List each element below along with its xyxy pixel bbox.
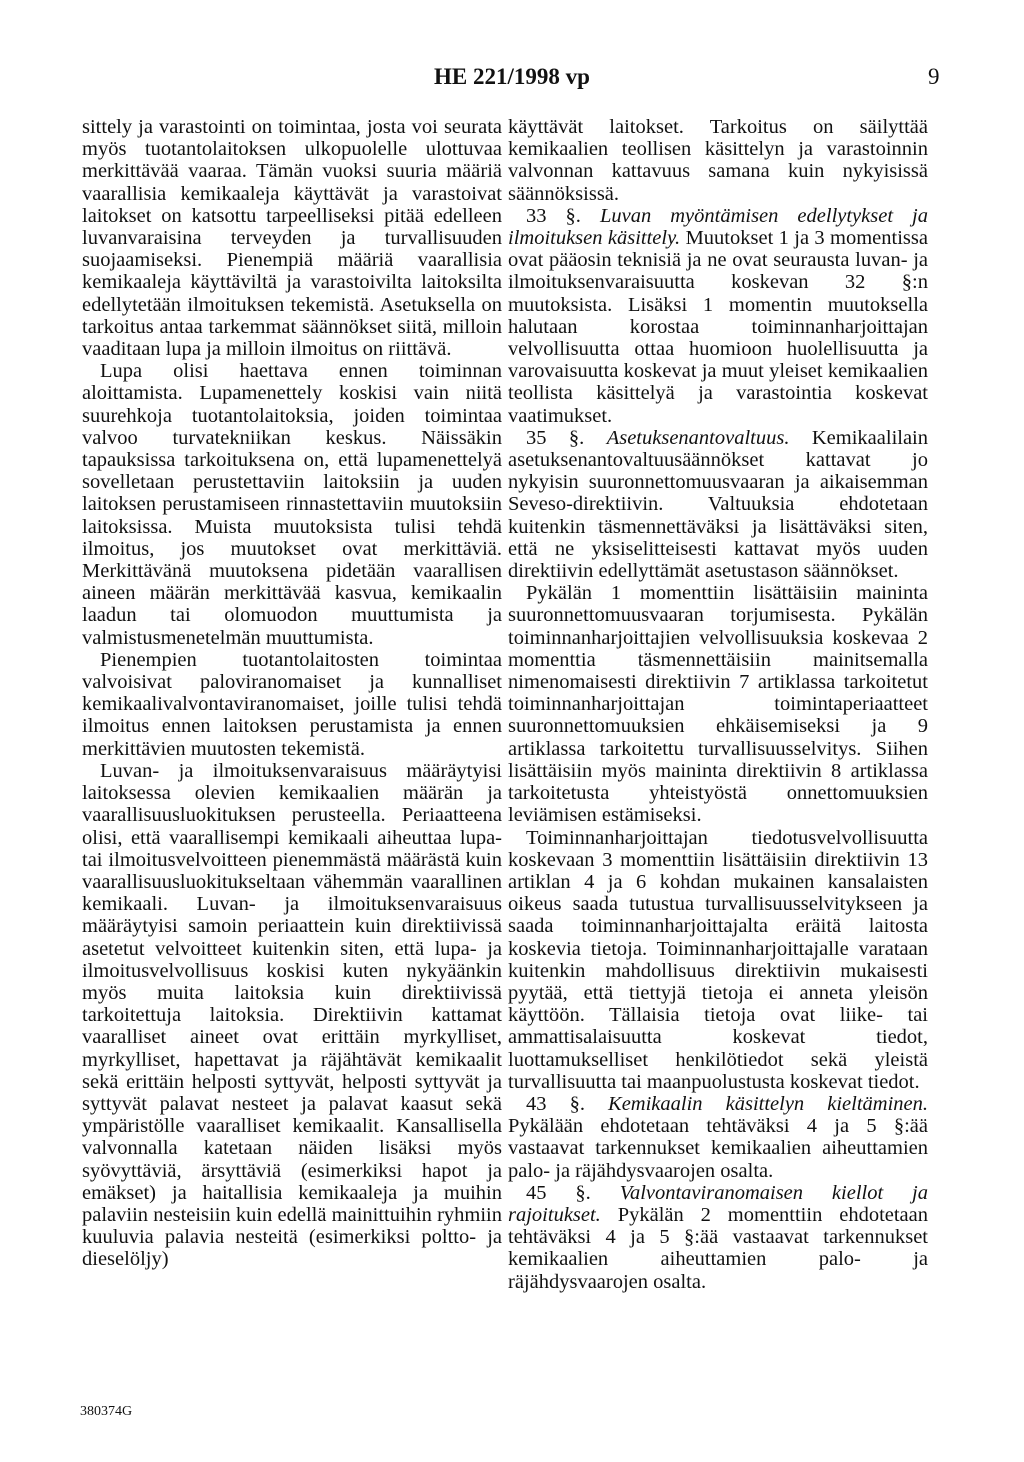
section-number: 33 §.	[526, 204, 600, 227]
paragraph-text: Muutokset 1 ja 3 momentissa ovat pääosin teknisiä ja ne ovat seurausta luvan- ja ilmoituksenvaraisuutta koskevan 32 §:n muutoksista. Lisäksi 1 momentin muutoksella halutaan korostaa toiminnanharjoittajan velvollisuutta ottaa huomioon huolellisuutta ja varovaisuutta koskevat ja muut yleiset kemikaalien teollista käsittelyä ja varastointia koskevat vaatimukset.	[508, 227, 928, 427]
section-heading: Asetuksenantovaltuus.	[606, 426, 812, 449]
section-paragraph	[508, 427, 928, 582]
section-heading: Valvontaviranomaisen kiellot ja rajoitukset.	[508, 1181, 929, 1226]
section-number: 45 §.	[526, 1181, 620, 1204]
paragraph: Luvan- ja ilmoituksenvaraisuus määräytyisi laitoksessa olevien kemikaalien määrän ja vaarallisuusluokituksen perusteella. Periaatteena olisi, että vaarallisempi kemikaali aiheuttaa lupa- tai ilmoitusvelvoitteen pienemmästä määrästä kuin vaarallisuusluokitukseltaan vähemmän vaarallinen kemikaali. Luvan- ja ilmoituksenvaraisuus määräytyisi samoin periaattein kuin direktiivissä asetetut velvoitteet kuitenkin siten, että lupa- ja ilmoitusvelvollisuus koskisi kuten nykyäänkin myös muita laitoksia kuin direktiivissä tarkoitettuja laitoksia. Direktiivin kattamat vaaralliset aineet ovat erittäin myrkylliset, myrkylliset, hapettavat ja räjähtävät kemikaalit sekä erittäin helposti syttyvät, helposti syttyvät ja syttyvät palavat nesteet ja palavat kaasut sekä ympäristölle vaaralliset kemikaalit. Kansallisella valvonnalla katetaan näiden lisäksi myös syövyttäviä, ärsyttäviä (esimerkiksi hapot ja emäkset) ja haitallisia kemikaaleja ja muihin palaviin nesteisiin kuin edellä mainittuihin ryhmiin kuuluvia palavia nesteitä (esimerkiksi poltto- ja dieselöljy)	[82, 759, 502, 1271]
document-code: 380374G	[80, 1404, 133, 1419]
paragraph	[508, 827, 928, 1093]
paragraph-text: Pykälään ehdotetaan tehtäväksi 4 ja 5 §:ää vastaavat tarkennukset kemikaalien aiheuttamien palo- ja räjähdysvaarojen osalta.	[508, 1115, 928, 1182]
paragraph: sittely ja varastointi on toimintaa, josta voi seurata myös tuotantolaitoksen ulkopuolelle ulottuvaa merkittävää vaaraa. Tämän vuoksi suuria määriä vaarallisia kemikaaleja käyttävät ja varastoivat laitokset on katsottu tarpeelliseksi pitää edelleen luvanvaraisina terveyden ja turvallisuuden suojaamiseksi. Pienempiä määriä vaarallisia kemikaaleja käyttäviltä ja varastoivilta laitoksilta edellytetään ilmoituksen tekemistä. Asetuksella on tarkoitus antaa tarkemmat säännökset siitä, milloin vaaditaan lupa ja milloin ilmoitus on riittävä.	[82, 116, 502, 361]
section-heading: Luvan myöntämisen edellytykset ja ilmoituksen käsittely.	[508, 204, 928, 250]
right-column	[508, 116, 928, 1293]
section-paragraph	[508, 1182, 928, 1293]
left-column	[82, 116, 502, 1271]
paragraph-text: Toiminnanharjoittajan tiedotusvelvollisuutta koskevaan 3 momenttiin lisättäisiin direktiivin 13 artiklan 4 ja 6 kohdan mukainen kansalaisten oikeus saada tutustua turvallisuusselvitykseen ja saada toiminnanharjoittajalta eräitä laitosta koskevia tietoja. Toiminnanharjoittajalle varataan kuitenkin mahdollisuus direktiivin mukaisesti pyytää, että tiettyjä tietoja ei anneta yleisön käyttöön. Tällaisia tietoja ovat liike- tai ammattisalaisuutta koskevat tiedot, luottamukselliset henkilötiedot sekä yleistä turvallisuutta tai maanpuolustusta koskevat tiedot.	[508, 826, 928, 1093]
page-title: HE 221/1998 vp	[434, 64, 590, 89]
paragraph	[508, 116, 928, 205]
section-paragraph	[508, 205, 928, 427]
paragraph-text: Pykälän 1 momenttiin lisättäisiin maininta suuronnettomuusvaaran torjumisesta. Pykälän toiminnanharjoittajien velvollisuuksia koskevaa 2 momenttia täsmennettäisiin mainitsemalla nimenomaisesti direktiivin 7 artiklassa tarkoitetut toiminnanharjoittajan toimintaperiaatteet suuronnettomuuksien ehkäisemiseksi ja 9 artiklassa tarkoitettu turvallisuusselvitys. Siihen lisättäisiin myös maininta direktiivin 8 artiklassa tarkoitetusta yhteistyöstä onnettomuuksien leviämisen estämiseksi.	[508, 582, 928, 827]
page-number: 9	[928, 64, 940, 89]
section-heading: Kemikaalin käsittelyn kieltäminen.	[608, 1092, 929, 1115]
paragraph-text: Kemikaalilain asetuksenantovaltuusäännökset kattavat jo nykyisin suuronnettomuusvaaran ja aikaisemman Seveso-direktiivin. Valtuuksia ehdotetaan kuitenkin täsmennettäväksi ja lisättäväksi siten, että ne yksiselitteisesti kattavat myös uuden direktiivin edellyttämät asetustason säännökset.	[508, 426, 928, 583]
paragraph: Lupa olisi haettava ennen toiminnan aloittamista. Lupamenettely koskisi vain niitä suurehkoja tuotantolaitoksia, joiden toimintaa valvoo turvatekniikan keskus. Näissäkin tapauksissa tarkoituksena on, että lupamenettelyä sovelletaan perustettaviin laitoksiin ja uuden laitoksen perustamiseen rinnastettaviin muutoksiin laitoksissa. Muista muutoksista tulisi tehdä ilmoitus, jos muutokset ovat merkittäviä. Merkittävänä muutoksena pidetään vaarallisen aineen määrän merkittävää kasvua, kemikaalin laadun tai olomuodon muuttumista ja valmistusmenetelmän muuttumista.	[82, 360, 502, 649]
section-number: 43 §.	[526, 1092, 609, 1115]
section-paragraph	[508, 1093, 928, 1182]
paragraph: Pienempien tuotantolaitosten toimintaa valvoisivat paloviranomaiset ja kunnalliset kemikaalivalvontaviranomaiset, joille tulisi tehdä ilmoitus ennen laitoksen perustamista ja ennen merkittävien muutosten tekemistä.	[82, 648, 502, 760]
paragraph	[508, 582, 928, 826]
paragraph-text: käyttävät laitokset. Tarkoitus on säilyttää kemikaalien teollisen käsittelyn ja varastoinnin valvonnan kattavuus samana kuin nykyisissä säännöksissä.	[508, 116, 928, 205]
paragraph-text: Pykälän 2 momenttiin ehdotetaan tehtäväksi 4 ja 5 §:ää vastaavat tarkennukset kemikaalien aiheuttamien palo- ja räjähdysvaarojen osalta.	[508, 1203, 929, 1293]
section-number: 35 §.	[526, 426, 607, 449]
